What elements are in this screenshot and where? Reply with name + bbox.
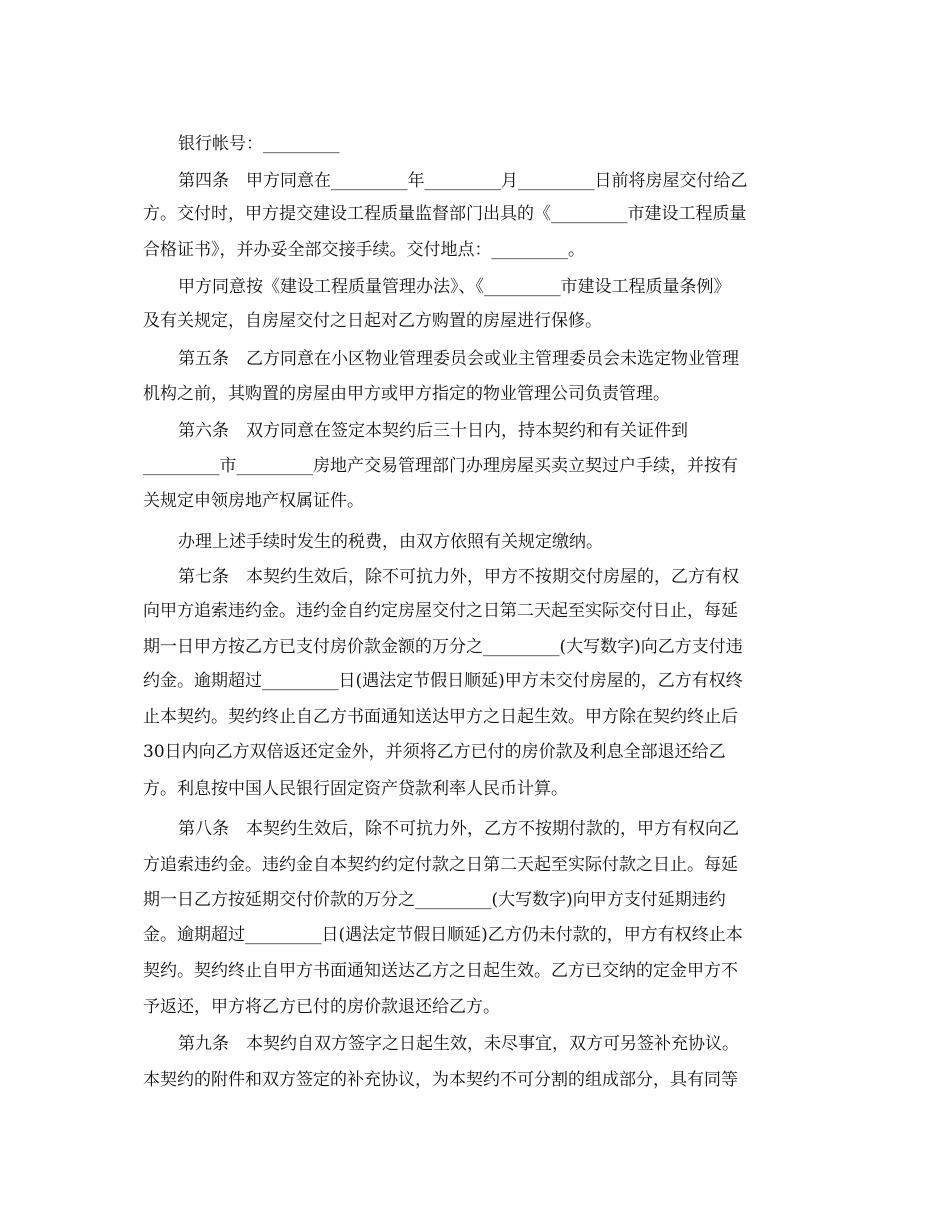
text-line: 方。利息按中国人民银行固定资产贷款利率人民币计算。 — [143, 779, 568, 799]
text-line: 止本契约。契约终止自乙方书面通知送达甲方之日起生效。甲方除在契约终止后 — [143, 707, 738, 727]
text-line: 及有关规定，自房屋交付之日起对乙方购置的房屋进行保修。 — [143, 311, 602, 331]
text-line: 第九条 本契约自双方签字之日起生效，未尽事宜，双方可另签补充协议。 — [178, 1034, 739, 1054]
text-line: 第四条 甲方同意在_________年_________月_________日前将房屋交付给乙 — [178, 171, 748, 191]
text-line: 期一日乙方按延期交付价款的万分之_________(大写数字)向甲方支付延期违约 — [143, 890, 726, 910]
text-line: 银行帐号：_________ — [178, 134, 340, 154]
text-line: 第六条 双方同意在签定本契约后三十日内，持本契约和有关证件到 — [178, 421, 688, 441]
text-line: 向甲方追索违约金。违约金自约定房屋交付之日第二天起至实际交付日止，每延 — [143, 601, 738, 621]
text-line: 合格证书》，并办妥全部交接手续。交付地点：_________。 — [143, 240, 585, 260]
text-line: 方。交付时，甲方提交建设工程质量监督部门出具的《_________市建设工程质量 — [143, 204, 747, 224]
text-line: 第五条 乙方同意在小区物业管理委员会或业主管理委员会未选定物业管理 — [178, 349, 739, 369]
text-line: 30日内向乙方双倍返还定金外，并须将乙方已付的房价款及利息全部退还给乙 — [143, 742, 726, 762]
text-line: 期一日甲方按乙方已支付房价款金额的万分之_________(大写数字)向乙方支付违 — [143, 637, 743, 657]
text-line: 第八条 本契约生效后，除不可抗力外，乙方不按期付款的，甲方有权向乙 — [178, 819, 739, 839]
text-line: 本契约的附件和双方签定的补充协议，为本契约不可分割的组成部分，具有同等 — [143, 1070, 738, 1090]
text-line: 约金。逾期超过_________日(遇法定节假日顺延)甲方未交付房屋的，乙方有权终 — [143, 671, 743, 691]
text-line: 办理上述手续时发生的税费，由双方依照有关规定缴纳。 — [178, 532, 603, 552]
text-line: 予返还，甲方将乙方已付的房价款退还给乙方。 — [143, 997, 500, 1017]
text-line: 甲方同意按《建设工程质量管理办法》、《_________市建设工程质量条例》 — [178, 277, 731, 297]
text-line: 关规定申领房地产权属证件。 — [143, 491, 364, 511]
text-line: _________市_________房地产交易管理部门办理房屋买卖立契过户手续，并按有 — [143, 456, 738, 476]
text-line: 机构之前，其购置的房屋由甲方或甲方指定的物业管理公司负责管理。 — [143, 384, 670, 404]
text-line: 契约。契约终止自甲方书面通知送达乙方之日起生效。乙方已交纳的定金甲方不 — [143, 961, 738, 981]
text-line: 第七条 本契约生效后，除不可抗力外，甲方不按期交付房屋的，乙方有权 — [178, 567, 739, 587]
text-line: 方追索违约金。违约金自本契约约定付款之日第二天起至实际付款之日止。每延 — [143, 855, 738, 875]
text-line: 金。逾期超过_________日(遇法定节假日顺延)乙方仍未付款的，甲方有权终止本 — [143, 925, 743, 945]
